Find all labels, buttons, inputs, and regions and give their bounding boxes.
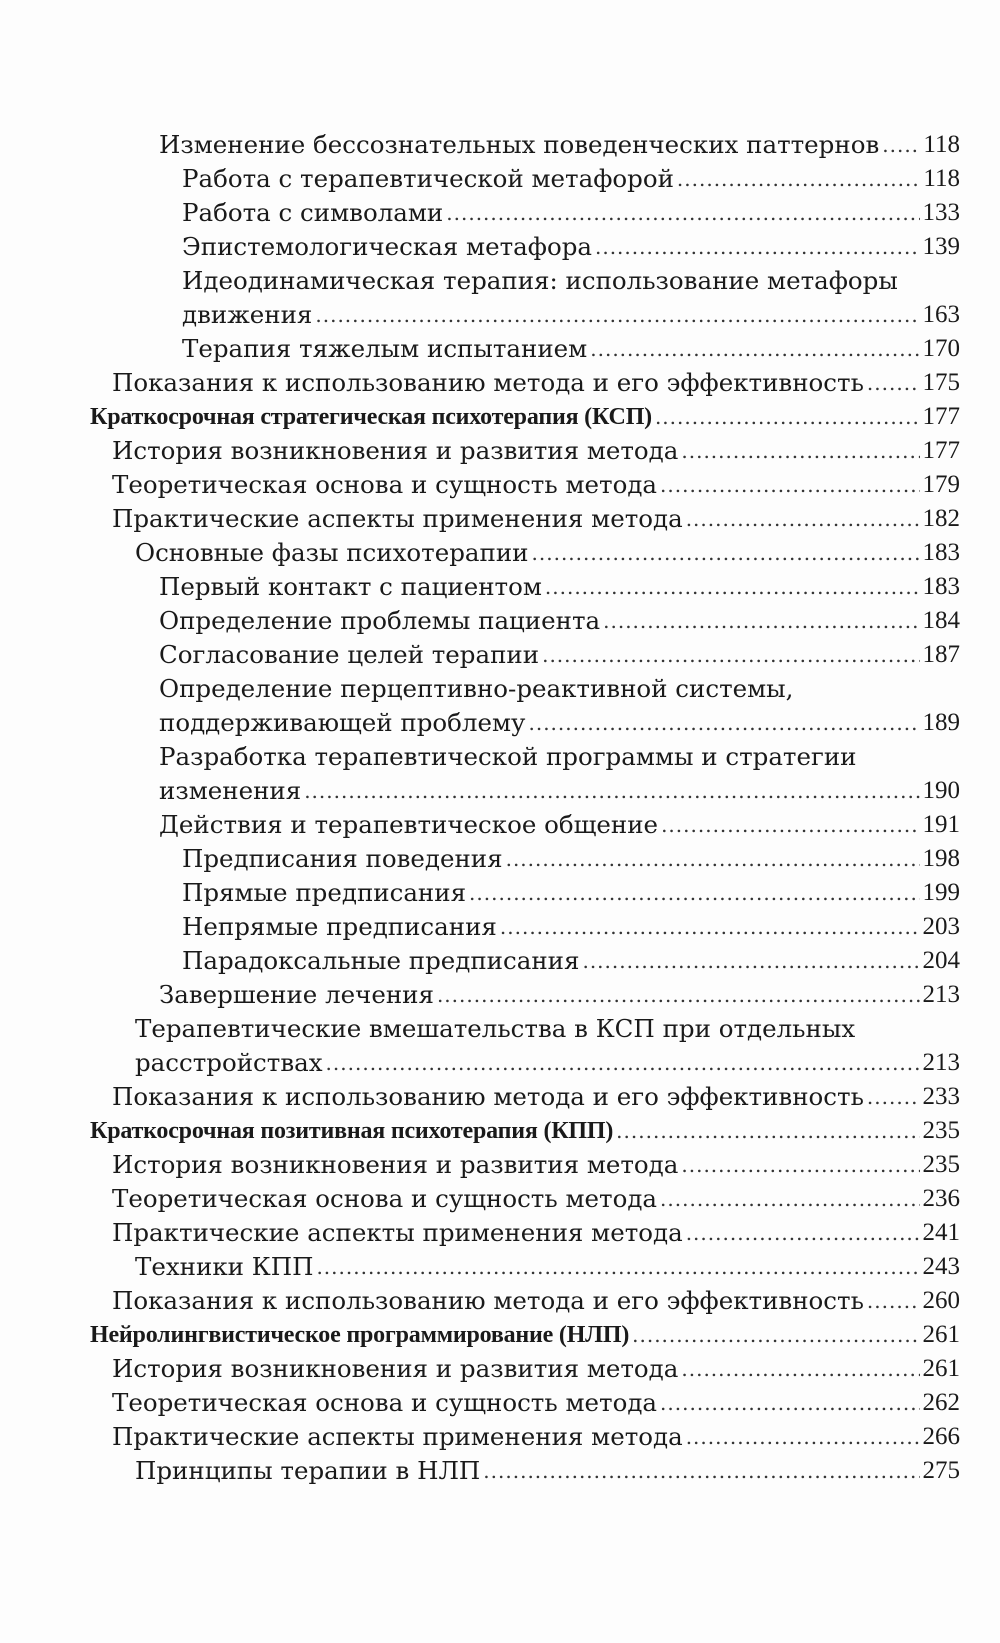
toc-entry-title: Принципы терапии в НЛП [135, 1456, 481, 1485]
toc-page-number: 177 [922, 403, 960, 430]
toc-entry-title: Терапия тяжелым испытанием [182, 334, 588, 363]
toc-entry-lead: Терапевтические вмешательства в КСП при отдельных [135, 1014, 856, 1043]
toc-page-number: 182 [922, 505, 960, 532]
dot-leader [437, 978, 920, 1012]
toc-entry-title: Теоретическая основа и сущность метода [112, 1184, 658, 1213]
toc-page-number: 179 [922, 471, 960, 498]
dot-leader [603, 604, 919, 638]
toc-entry-title: Показания к использованию метода и его эффективность [112, 1082, 864, 1111]
toc-entry-title: Показания к использованию метода и его эффективность [112, 368, 864, 397]
dot-leader [616, 1114, 919, 1148]
dot-leader [446, 196, 919, 230]
toc-page-number: 183 [922, 539, 960, 566]
dot-leader [681, 1148, 919, 1182]
dot-leader [660, 1386, 919, 1420]
toc-entry-title: Эпистемологическая метафора [182, 232, 592, 261]
dot-leader [500, 910, 920, 944]
toc-entry [90, 876, 960, 910]
dot-leader [326, 1046, 920, 1080]
dot-leader [681, 434, 919, 468]
toc-entry [90, 230, 960, 264]
toc-entry [90, 1046, 960, 1080]
toc-page-number: 243 [922, 1253, 960, 1280]
toc-entry-title: Техники КПП [135, 1252, 314, 1281]
toc-entry-title: изменения [159, 776, 302, 805]
toc-page-number: 261 [922, 1355, 960, 1382]
dot-leader [528, 706, 919, 740]
dot-leader [595, 230, 920, 264]
toc-entry [90, 1386, 960, 1420]
toc-entry-title: Основные фазы психотерапии [135, 538, 529, 567]
toc-entry-title: Действия и терапевтическое общение [159, 810, 659, 839]
toc-entry-title: Завершение лечения [159, 980, 434, 1009]
toc-entry-lead: Разработка терапевтической программы и стратегии [159, 742, 857, 771]
toc-chapter-entry [90, 1114, 960, 1148]
toc-page-number: 189 [922, 709, 960, 736]
toc-page-number: 177 [922, 437, 960, 464]
dot-leader [867, 366, 920, 400]
toc-entry-title: Теоретическая основа и сущность метода [112, 470, 658, 499]
toc-chapter-entry [90, 1318, 960, 1352]
toc-page-number: 213 [922, 981, 960, 1008]
toc-entry-title: движения [182, 300, 313, 329]
toc-page-number: 266 [922, 1423, 960, 1450]
toc-page-number: 235 [922, 1117, 960, 1144]
toc-page-number: 170 [922, 335, 960, 362]
table-of-contents [90, 128, 960, 1488]
toc-entry [90, 706, 960, 740]
toc-page-number: 198 [922, 845, 960, 872]
toc-entry [90, 1216, 960, 1250]
toc-page-number: 183 [922, 573, 960, 600]
dot-leader [867, 1284, 920, 1318]
dot-leader [590, 332, 919, 366]
toc-page-number: 235 [922, 1151, 960, 1178]
toc-entry-title: Практические аспекты применения метода [112, 1218, 683, 1247]
toc-entry [90, 332, 960, 366]
dot-leader [660, 468, 919, 502]
dot-leader [304, 774, 919, 808]
toc-page-number: 275 [922, 1457, 960, 1484]
toc-entry [90, 808, 960, 842]
toc-entry [90, 944, 960, 978]
dot-leader [660, 1182, 919, 1216]
toc-entry [90, 1454, 960, 1488]
dot-leader [677, 162, 921, 196]
toc-page-number: 213 [922, 1049, 960, 1076]
toc-entry-title: Работа с символами [182, 198, 444, 227]
dot-leader [632, 1318, 919, 1352]
toc-entry [90, 910, 960, 944]
toc-entry [90, 1148, 960, 1182]
toc-entry [90, 774, 960, 808]
toc-chapter-entry [90, 400, 960, 434]
toc-page-number: 236 [922, 1185, 960, 1212]
toc-entry [90, 536, 960, 570]
toc-entry [90, 502, 960, 536]
toc-entry-title: Краткосрочная позитивная психотерапия (КПП) [90, 1118, 614, 1144]
toc-entry [90, 842, 960, 876]
dot-leader [545, 570, 920, 604]
dot-leader [582, 944, 919, 978]
toc-entry [90, 298, 960, 332]
dot-leader [686, 502, 920, 536]
dot-leader [867, 1080, 920, 1114]
toc-entry [90, 468, 960, 502]
toc-page-number: 184 [922, 607, 960, 634]
dot-leader [542, 638, 919, 672]
toc-entry-title: Практические аспекты применения метода [112, 504, 683, 533]
toc-entry [90, 162, 960, 196]
toc-page-number: 262 [922, 1389, 960, 1416]
dot-leader [681, 1352, 919, 1386]
toc-entry-title: Согласование целей терапии [159, 640, 540, 669]
dot-leader [686, 1420, 920, 1454]
toc-entry [90, 1420, 960, 1454]
dot-leader [882, 128, 920, 162]
toc-entry-title: расстройствах [135, 1048, 323, 1077]
dot-leader [483, 1454, 919, 1488]
toc-entry-title: Работа с терапевтической метафорой [182, 164, 674, 193]
toc-entry [90, 1182, 960, 1216]
toc-entry [90, 604, 960, 638]
toc-entry [90, 978, 960, 1012]
dot-leader [469, 876, 919, 910]
toc-entry [90, 1250, 960, 1284]
toc-page-number: 139 [922, 233, 960, 260]
toc-entry-title: Нейролингвистическое программирование (НЛП) [90, 1322, 630, 1348]
toc-entry-title: Изменение бессознательных поведенческих паттернов [159, 130, 880, 159]
dot-leader [315, 298, 919, 332]
toc-entry [90, 128, 960, 162]
toc-entry-lead: Определение перцептивно-реактивной системы, [159, 674, 794, 703]
toc-page-number: 191 [922, 811, 960, 838]
dot-leader [532, 536, 920, 570]
toc-entry [90, 1352, 960, 1386]
dot-leader [655, 400, 920, 434]
toc-entry-title: Практические аспекты применения метода [112, 1422, 683, 1451]
toc-page-number: 241 [922, 1219, 960, 1246]
toc-entry-title: Прямые предписания [182, 878, 467, 907]
toc-entry-title: Показания к использованию метода и его эффективность [112, 1286, 864, 1315]
toc-page-number: 261 [922, 1321, 960, 1348]
dot-leader [686, 1216, 920, 1250]
toc-entry-title: Краткосрочная стратегическая психотерапия (КСП) [90, 404, 652, 430]
toc-page-number: 175 [922, 369, 960, 396]
toc-entry [90, 1080, 960, 1114]
toc-page-number: 203 [922, 913, 960, 940]
toc-entry-title: Парадоксальные предписания [182, 946, 580, 975]
toc-entry [90, 1284, 960, 1318]
toc-entry [90, 434, 960, 468]
dot-leader [661, 808, 919, 842]
toc-entry-title: Теоретическая основа и сущность метода [112, 1388, 658, 1417]
toc-entry-title: Первый контакт с пациентом [159, 572, 542, 601]
toc-page-number: 187 [922, 641, 960, 668]
dot-leader [316, 1250, 919, 1284]
toc-entry [90, 366, 960, 400]
toc-entry-title: История возникновения и развития метода [112, 1150, 679, 1179]
toc-page-number: 260 [922, 1287, 960, 1314]
toc-entry-title: Определение проблемы пациента [159, 606, 601, 635]
toc-entry-title: История возникновения и развития метода [112, 1354, 679, 1383]
toc-entry-title: Непрямые предписания [182, 912, 497, 941]
toc-page-number: 233 [922, 1083, 960, 1110]
toc-entry-title: поддерживающей проблему [159, 708, 526, 737]
toc-entry [90, 570, 960, 604]
toc-entry-title: Предписания поведения [182, 844, 503, 873]
toc-page-number: 204 [922, 947, 960, 974]
toc-page-number: 118 [923, 165, 960, 192]
toc-page-number: 118 [923, 131, 960, 158]
toc-entry [90, 638, 960, 672]
toc-page-number: 133 [922, 199, 960, 226]
toc-entry [90, 196, 960, 230]
toc-entry-title: История возникновения и развития метода [112, 436, 679, 465]
toc-page-number: 163 [922, 301, 960, 328]
dot-leader [506, 842, 920, 876]
toc-entry-lead: Идеодинамическая терапия: использование метафоры [182, 266, 898, 295]
toc-page-number: 190 [922, 777, 960, 804]
toc-page-number: 199 [922, 879, 960, 906]
